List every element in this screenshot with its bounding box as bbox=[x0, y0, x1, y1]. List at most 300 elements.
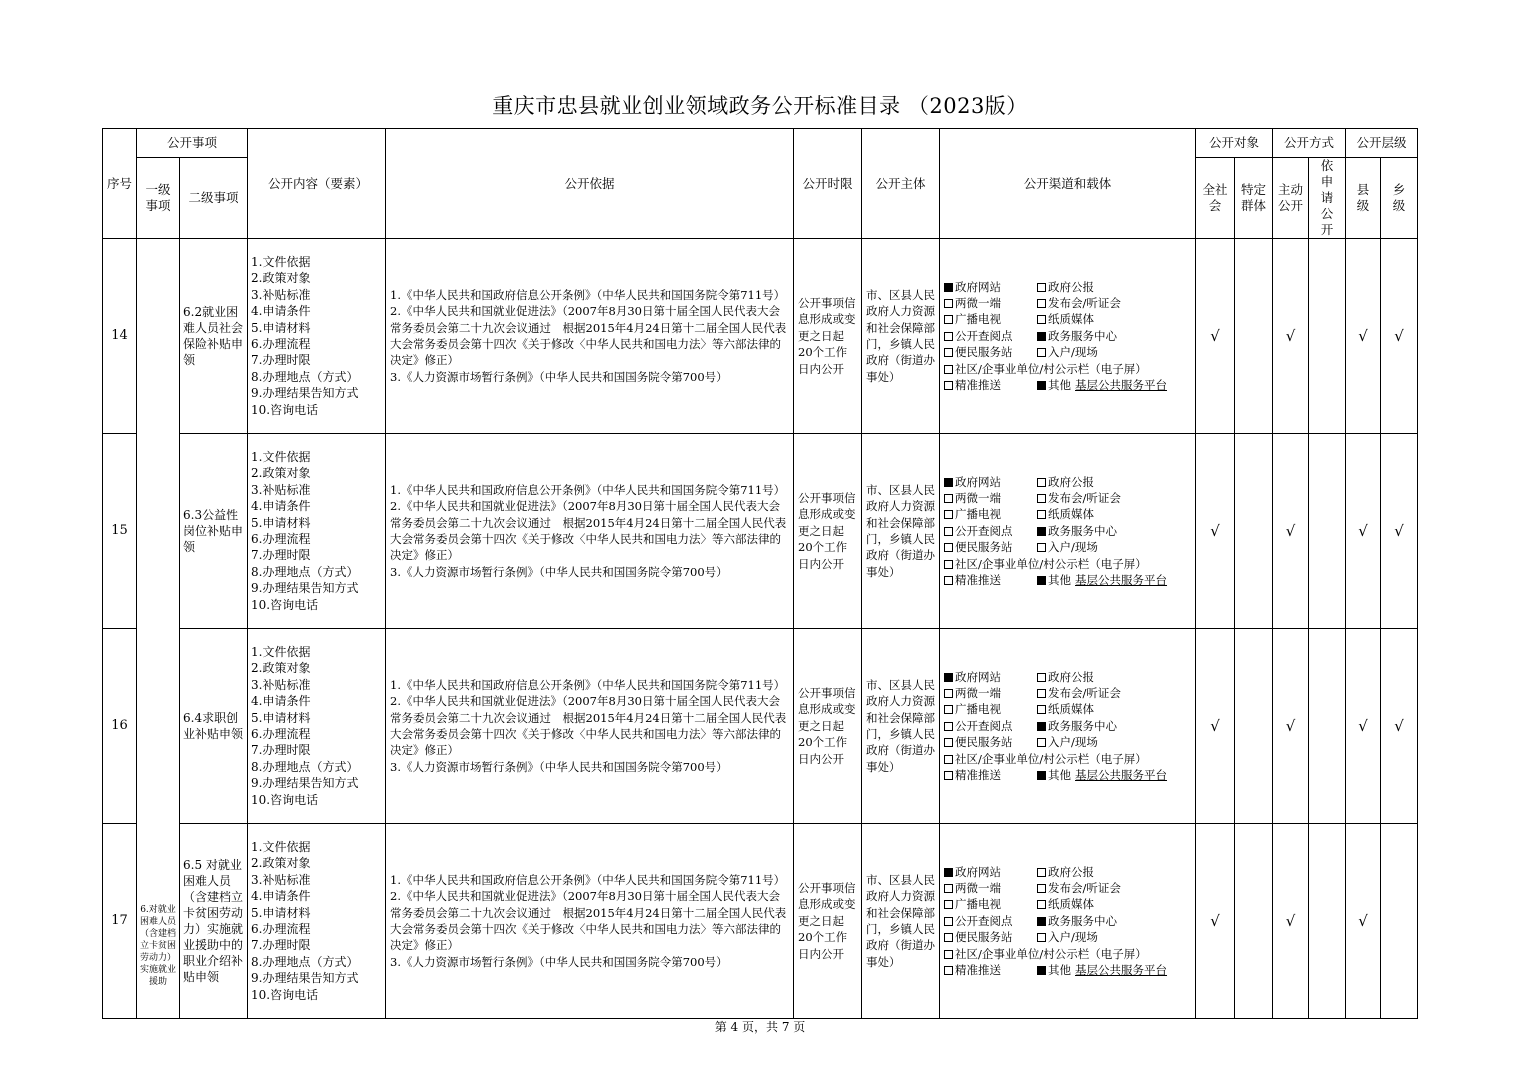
content-item: 9.办理结果告知方式 bbox=[251, 971, 359, 986]
check-on-request bbox=[1309, 629, 1346, 824]
channel-label: 政务服务中心 bbox=[1048, 718, 1118, 733]
channel-item bbox=[944, 523, 1037, 539]
content-item: 2.政策对象 bbox=[251, 661, 311, 676]
basis-text: 1.《中华人民共和国政府信息公开条例》（中华人民共和国国务院令第711号） 2.《中华人民共和国就业促进法》（2007年8月30日第十届全国人民代表大会常务委员会第二十九次会议通过 根据2015年4月24日第十二届全国人民代表大会常务委员会第十四次《关于修改〈中华人民共和国电力法〉等六部法律的决定》修正） 3.《人力资源市场暂行条例》（中华人民共和国国务院令第700号） bbox=[386, 629, 794, 824]
header-channels: 公开渠道和载体 bbox=[940, 129, 1196, 239]
channel-item bbox=[1037, 279, 1094, 295]
channel-item bbox=[944, 864, 1037, 880]
content-item: 3.补贴标准 bbox=[251, 287, 311, 302]
content-item: 2.政策对象 bbox=[251, 856, 311, 871]
channel-item bbox=[1037, 539, 1098, 555]
channel-row bbox=[944, 311, 1191, 327]
channel-item bbox=[944, 962, 1037, 978]
channel-row bbox=[944, 685, 1191, 701]
channel-item bbox=[944, 311, 1037, 327]
channel-label: 政务服务中心 bbox=[1048, 913, 1118, 928]
time-limit: 公开事项信息形成或变更之日起20个工作日内公开 bbox=[794, 629, 862, 824]
channel-item bbox=[1037, 295, 1121, 311]
unchecked-box-icon bbox=[944, 771, 953, 780]
channel-item bbox=[1037, 864, 1094, 880]
content-item: 10.咨询电话 bbox=[251, 987, 319, 1002]
header-on-request: 依申请公开 bbox=[1309, 158, 1346, 239]
channel-item bbox=[1037, 506, 1094, 522]
channel-item bbox=[1037, 701, 1094, 717]
unchecked-box-icon bbox=[944, 494, 953, 503]
content-items bbox=[248, 629, 386, 824]
channel-row bbox=[944, 377, 1191, 393]
channel-row bbox=[944, 572, 1191, 588]
unchecked-box-icon bbox=[944, 917, 953, 926]
content-items bbox=[248, 434, 386, 629]
header-all-society: 全社会 bbox=[1196, 158, 1235, 239]
unchecked-box-icon bbox=[944, 299, 953, 308]
unchecked-box-icon bbox=[1037, 478, 1046, 487]
checked-box-icon bbox=[1037, 917, 1046, 926]
content-item: 2.政策对象 bbox=[251, 466, 311, 481]
channel-row bbox=[944, 328, 1191, 344]
channel-label: 精准推送 bbox=[955, 963, 1002, 978]
page-footer: 第 4 页，共 7 页 bbox=[714, 1020, 806, 1034]
content-item: 1.文件依据 bbox=[251, 449, 311, 464]
channel-row bbox=[944, 767, 1191, 783]
channel-item bbox=[1037, 474, 1094, 490]
basis-text: 1.《中华人民共和国政府信息公开条例》（中华人民共和国国务院令第711号） 2.《中华人民共和国就业促进法》（2007年8月30日第十届全国人民代表大会常务委员会第二十九次会议通过 根据2015年4月24日第十二届全国人民代表大会常务委员会第十四次《关于修改〈中华人民共和国电力法〉等六部法律的决定》修正） 3.《人力资源市场暂行条例》（中华人民共和国国务院令第700号） bbox=[386, 434, 794, 629]
level1-item: 6.对就业困难人员（含建档立卡贫困劳动力）实施就业援助 bbox=[137, 239, 180, 1019]
unchecked-box-icon bbox=[944, 689, 953, 698]
channel-row bbox=[944, 929, 1191, 945]
header-method: 公开方式 bbox=[1273, 129, 1346, 158]
channel-label: 精准推送 bbox=[955, 378, 1002, 393]
other-channel-detail: 基层公共服务平台 bbox=[1075, 573, 1168, 588]
channel-label: 发布会/听证会 bbox=[1048, 685, 1121, 700]
content-item: 6.办理流程 bbox=[251, 337, 311, 351]
checked-box-icon bbox=[944, 673, 953, 682]
unchecked-box-icon bbox=[944, 933, 953, 942]
time-limit: 公开事项信息形成或变更之日起20个工作日内公开 bbox=[794, 434, 862, 629]
content-item: 3.补贴标准 bbox=[251, 872, 311, 887]
channel-item bbox=[944, 718, 1037, 734]
unchecked-box-icon bbox=[944, 966, 953, 975]
unchecked-box-icon bbox=[1037, 900, 1046, 909]
channel-item bbox=[944, 669, 1037, 685]
content-item: 4.申请条件 bbox=[251, 304, 311, 319]
check-town: √ bbox=[1381, 629, 1418, 824]
check-specific-group bbox=[1235, 434, 1273, 629]
other-channel-detail: 基层公共服务平台 bbox=[1075, 378, 1168, 393]
channel-label: 其他 bbox=[1048, 768, 1072, 783]
channel-row bbox=[944, 734, 1191, 750]
channel-item bbox=[1037, 344, 1098, 360]
channel-item bbox=[1037, 913, 1117, 929]
channel-label: 精准推送 bbox=[955, 573, 1002, 588]
channel-label: 便民服务站 bbox=[955, 930, 1013, 945]
channel-label: 精准推送 bbox=[955, 768, 1002, 783]
checked-box-icon bbox=[1037, 966, 1046, 975]
unchecked-box-icon bbox=[1037, 283, 1046, 292]
channel-label: 政务服务中心 bbox=[1048, 523, 1118, 538]
channel-row bbox=[944, 701, 1191, 717]
unchecked-box-icon bbox=[944, 348, 953, 357]
checked-box-icon bbox=[944, 283, 953, 292]
channel-label: 纸质媒体 bbox=[1048, 507, 1095, 522]
content-item: 1.文件依据 bbox=[251, 254, 311, 269]
row-seq: 15 bbox=[103, 434, 137, 629]
channel-item bbox=[944, 506, 1037, 522]
unchecked-box-icon bbox=[944, 722, 953, 731]
channel-item bbox=[944, 279, 1037, 295]
content-item: 5.申请材料 bbox=[251, 905, 311, 920]
page-title: 重庆市忠县就业创业领域政务公开标准目录 （2023版） bbox=[492, 94, 1028, 118]
channel-label: 便民服务站 bbox=[955, 540, 1013, 555]
channel-label: 公开查阅点 bbox=[955, 523, 1013, 538]
check-specific-group bbox=[1235, 824, 1273, 1019]
channel-label: 政府网站 bbox=[955, 864, 1002, 879]
channel-label: 两微一端 bbox=[955, 685, 1002, 700]
table-row bbox=[103, 629, 1418, 824]
unchecked-box-icon bbox=[1037, 673, 1046, 682]
channel-item bbox=[1037, 880, 1121, 896]
unchecked-box-icon bbox=[1037, 933, 1046, 942]
channel-item bbox=[1037, 523, 1117, 539]
content-item: 1.文件依据 bbox=[251, 839, 311, 854]
time-limit: 公开事项信息形成或变更之日起20个工作日内公开 bbox=[794, 824, 862, 1019]
basis-text: 1.《中华人民共和国政府信息公开条例》（中华人民共和国国务院令第711号） 2.《中华人民共和国就业促进法》（2007年8月30日第十届全国人民代表大会常务委员会第二十九次会议通过 根据2015年4月24日第十二届全国人民代表大会常务委员会第十四次《关于修改〈中华人民共和国电力法〉等六部法律的决定》修正） 3.《人力资源市场暂行条例》（中华人民共和国国务院令第700号） bbox=[386, 824, 794, 1019]
channel-row bbox=[944, 880, 1191, 896]
subject: 市、区县人民政府人力资源和社会保障部门，乡镇人民政府（街道办事处） bbox=[862, 434, 940, 629]
check-county: √ bbox=[1346, 824, 1381, 1019]
channel-item bbox=[1037, 490, 1121, 506]
check-county: √ bbox=[1346, 434, 1381, 629]
channel-item bbox=[944, 328, 1037, 344]
channel-item bbox=[1037, 929, 1098, 945]
channel-item bbox=[1037, 734, 1098, 750]
row-seq: 14 bbox=[103, 239, 137, 434]
channel-item bbox=[944, 361, 1147, 377]
check-active: √ bbox=[1273, 239, 1309, 434]
unchecked-box-icon bbox=[944, 510, 953, 519]
channel-item bbox=[1037, 896, 1094, 912]
channel-row bbox=[944, 490, 1191, 506]
channel-row bbox=[944, 474, 1191, 490]
unchecked-box-icon bbox=[944, 332, 953, 341]
level2-item: 6.3公益性岗位补贴申领 bbox=[180, 434, 248, 629]
content-item: 4.申请条件 bbox=[251, 499, 311, 514]
disclosure-table bbox=[102, 128, 1418, 1019]
channel-item bbox=[1037, 685, 1121, 701]
check-specific-group bbox=[1235, 629, 1273, 824]
content-item: 8.办理地点（方式） bbox=[251, 759, 359, 774]
channel-row bbox=[944, 279, 1191, 295]
time-limit: 公开事项信息形成或变更之日起20个工作日内公开 bbox=[794, 239, 862, 434]
table-row bbox=[103, 239, 1418, 434]
level2-item: 6.5 对就业困难人员（含建档立卡贫困劳动力）实施就业援助中的职业介绍补贴申领 bbox=[180, 824, 248, 1019]
content-item: 8.办理地点（方式） bbox=[251, 369, 359, 384]
channel-label: 社区/企事业单位/村公示栏（电子屏） bbox=[955, 361, 1147, 376]
channel-label: 社区/企事业单位/村公示栏（电子屏） bbox=[955, 946, 1147, 961]
basis-text: 1.《中华人民共和国政府信息公开条例》（中华人民共和国国务院令第711号） 2.《中华人民共和国就业促进法》（2007年8月30日第十届全国人民代表大会常务委员会第二十九次会议通过 根据2015年4月24日第十二届全国人民代表大会常务委员会第十四次《关于修改〈中华人民共和国电力法〉等六部法律的决定》修正） 3.《人力资源市场暂行条例》（中华人民共和国国务院令第700号） bbox=[386, 239, 794, 434]
content-item: 6.办理流程 bbox=[251, 532, 311, 546]
channel-label: 便民服务站 bbox=[955, 345, 1013, 360]
channel-row bbox=[944, 344, 1191, 360]
header-subject: 公开主体 bbox=[862, 129, 940, 239]
check-county: √ bbox=[1346, 629, 1381, 824]
checked-box-icon bbox=[1037, 332, 1046, 341]
channel-label: 便民服务站 bbox=[955, 735, 1013, 750]
channel-label: 两微一端 bbox=[955, 490, 1002, 505]
level2-item: 6.2就业困难人员社会保险补贴申领 bbox=[180, 239, 248, 434]
header-level2: 二级事项 bbox=[180, 158, 248, 239]
check-county: √ bbox=[1346, 239, 1381, 434]
channel-item bbox=[944, 734, 1037, 750]
content-item: 4.申请条件 bbox=[251, 694, 311, 709]
content-item: 10.咨询电话 bbox=[251, 597, 319, 612]
check-all-society: √ bbox=[1196, 824, 1235, 1019]
channels bbox=[940, 239, 1196, 434]
unchecked-box-icon bbox=[944, 738, 953, 747]
check-on-request bbox=[1309, 239, 1346, 434]
channels bbox=[940, 434, 1196, 629]
content-item: 1.文件依据 bbox=[251, 644, 311, 659]
channel-label: 政府网站 bbox=[955, 669, 1002, 684]
content-item: 5.申请材料 bbox=[251, 320, 311, 335]
content-item: 3.补贴标准 bbox=[251, 677, 311, 692]
channel-label: 发布会/听证会 bbox=[1048, 880, 1121, 895]
channel-label: 公开查阅点 bbox=[955, 328, 1013, 343]
channel-item bbox=[944, 880, 1037, 896]
channel-label: 两微一端 bbox=[955, 880, 1002, 895]
channel-item bbox=[1037, 767, 1071, 783]
channel-label: 广播电视 bbox=[955, 897, 1002, 912]
unchecked-box-icon bbox=[1037, 705, 1046, 714]
channel-row bbox=[944, 295, 1191, 311]
unchecked-box-icon bbox=[944, 365, 953, 374]
channel-item bbox=[944, 474, 1037, 490]
channel-item bbox=[1037, 572, 1071, 588]
channel-item bbox=[944, 685, 1037, 701]
content-item: 6.办理流程 bbox=[251, 922, 311, 936]
content-item: 9.办理结果告知方式 bbox=[251, 386, 359, 401]
content-item: 10.咨询电话 bbox=[251, 402, 319, 417]
channel-row bbox=[944, 669, 1191, 685]
channel-row bbox=[944, 539, 1191, 555]
channel-item bbox=[944, 344, 1037, 360]
unchecked-box-icon bbox=[944, 527, 953, 536]
channel-item bbox=[1037, 311, 1094, 327]
channel-row bbox=[944, 506, 1191, 522]
check-active: √ bbox=[1273, 629, 1309, 824]
header-time-limit: 公开时限 bbox=[794, 129, 862, 239]
header-basis: 公开依据 bbox=[386, 129, 794, 239]
channel-item bbox=[1037, 377, 1071, 393]
channel-row bbox=[944, 556, 1191, 572]
channel-row bbox=[944, 361, 1191, 377]
channel-item bbox=[944, 751, 1147, 767]
unchecked-box-icon bbox=[944, 543, 953, 552]
channel-label: 纸质媒体 bbox=[1048, 702, 1095, 717]
channel-item bbox=[1037, 962, 1071, 978]
check-all-society: √ bbox=[1196, 629, 1235, 824]
channel-item bbox=[1037, 669, 1094, 685]
channel-row bbox=[944, 864, 1191, 880]
unchecked-box-icon bbox=[1037, 689, 1046, 698]
channel-item bbox=[944, 572, 1037, 588]
channel-label: 政府公报 bbox=[1048, 669, 1095, 684]
content-item: 3.补贴标准 bbox=[251, 482, 311, 497]
channel-label: 纸质媒体 bbox=[1048, 312, 1095, 327]
channel-item bbox=[944, 295, 1037, 311]
unchecked-box-icon bbox=[1037, 348, 1046, 357]
channel-item bbox=[944, 913, 1037, 929]
header-seq: 序号 bbox=[103, 129, 137, 239]
unchecked-box-icon bbox=[944, 315, 953, 324]
unchecked-box-icon bbox=[1037, 315, 1046, 324]
channel-label: 社区/企事业单位/村公示栏（电子屏） bbox=[955, 751, 1147, 766]
channel-label: 广播电视 bbox=[955, 702, 1002, 717]
table-row bbox=[103, 824, 1418, 1019]
subject: 市、区县人民政府人力资源和社会保障部门，乡镇人民政府（街道办事处） bbox=[862, 629, 940, 824]
channel-label: 公开查阅点 bbox=[955, 718, 1013, 733]
header-level1: 一级事项 bbox=[137, 158, 180, 239]
header-content: 公开内容（要素） bbox=[248, 129, 386, 239]
unchecked-box-icon bbox=[1037, 510, 1046, 519]
channel-label: 入户/现场 bbox=[1048, 345, 1098, 360]
check-specific-group bbox=[1235, 239, 1273, 434]
checked-box-icon bbox=[1037, 527, 1046, 536]
checked-box-icon bbox=[1037, 576, 1046, 585]
channel-label: 两微一端 bbox=[955, 295, 1002, 310]
channel-row bbox=[944, 718, 1191, 734]
channel-item bbox=[944, 929, 1037, 945]
header-audience: 公开对象 bbox=[1196, 129, 1273, 158]
channel-label: 其他 bbox=[1048, 378, 1072, 393]
checked-box-icon bbox=[1037, 771, 1046, 780]
channel-label: 入户/现场 bbox=[1048, 735, 1098, 750]
content-item: 7.办理时限 bbox=[251, 938, 311, 953]
channel-item bbox=[1037, 718, 1117, 734]
other-channel-detail: 基层公共服务平台 bbox=[1075, 963, 1168, 978]
channel-row bbox=[944, 896, 1191, 912]
check-town bbox=[1381, 824, 1418, 1019]
content-item: 8.办理地点（方式） bbox=[251, 564, 359, 579]
check-on-request bbox=[1309, 824, 1346, 1019]
channel-label: 政务服务中心 bbox=[1048, 328, 1118, 343]
unchecked-box-icon bbox=[944, 381, 953, 390]
header-active: 主动公开 bbox=[1273, 158, 1309, 239]
channel-label: 政府公报 bbox=[1048, 864, 1095, 879]
unchecked-box-icon bbox=[1037, 884, 1046, 893]
channel-label: 入户/现场 bbox=[1048, 540, 1098, 555]
content-item: 7.办理时限 bbox=[251, 548, 311, 563]
header-specific-group: 特定群体 bbox=[1235, 158, 1273, 239]
header-county: 县级 bbox=[1346, 158, 1381, 239]
channel-item bbox=[944, 490, 1037, 506]
check-on-request bbox=[1309, 434, 1346, 629]
channels bbox=[940, 629, 1196, 824]
channel-row bbox=[944, 751, 1191, 767]
unchecked-box-icon bbox=[944, 705, 953, 714]
check-town: √ bbox=[1381, 239, 1418, 434]
check-active: √ bbox=[1273, 434, 1309, 629]
checked-box-icon bbox=[944, 478, 953, 487]
channel-item bbox=[944, 767, 1037, 783]
check-town: √ bbox=[1381, 434, 1418, 629]
unchecked-box-icon bbox=[944, 755, 953, 764]
channel-label: 政府网站 bbox=[955, 279, 1002, 294]
unchecked-box-icon bbox=[1037, 543, 1046, 552]
channel-label: 政府网站 bbox=[955, 474, 1002, 489]
content-item: 5.申请材料 bbox=[251, 710, 311, 725]
content-item: 2.政策对象 bbox=[251, 271, 311, 286]
content-item: 7.办理时限 bbox=[251, 743, 311, 758]
channel-label: 广播电视 bbox=[955, 312, 1002, 327]
content-item: 10.咨询电话 bbox=[251, 792, 319, 807]
header-town: 乡级 bbox=[1381, 158, 1418, 239]
other-channel-detail: 基层公共服务平台 bbox=[1075, 768, 1168, 783]
table-row bbox=[103, 434, 1418, 629]
channel-label: 广播电视 bbox=[955, 507, 1002, 522]
content-item: 9.办理结果告知方式 bbox=[251, 776, 359, 791]
channels bbox=[940, 824, 1196, 1019]
unchecked-box-icon bbox=[1037, 868, 1046, 877]
channel-row bbox=[944, 913, 1191, 929]
channel-item bbox=[944, 377, 1037, 393]
content-item: 6.办理流程 bbox=[251, 727, 311, 741]
channel-row bbox=[944, 523, 1191, 539]
content-items bbox=[248, 824, 386, 1019]
level2-item: 6.4求职创业补贴申领 bbox=[180, 629, 248, 824]
channel-item bbox=[1037, 328, 1117, 344]
content-item: 8.办理地点（方式） bbox=[251, 954, 359, 969]
channel-label: 发布会/听证会 bbox=[1048, 295, 1121, 310]
unchecked-box-icon bbox=[944, 560, 953, 569]
check-active: √ bbox=[1273, 824, 1309, 1019]
channel-item bbox=[944, 946, 1147, 962]
channel-label: 政府公报 bbox=[1048, 279, 1095, 294]
subject: 市、区县人民政府人力资源和社会保障部门，乡镇人民政府（街道办事处） bbox=[862, 824, 940, 1019]
channel-label: 其他 bbox=[1048, 963, 1072, 978]
unchecked-box-icon bbox=[944, 900, 953, 909]
unchecked-box-icon bbox=[944, 884, 953, 893]
channel-row bbox=[944, 946, 1191, 962]
channel-item bbox=[944, 539, 1037, 555]
unchecked-box-icon bbox=[1037, 299, 1046, 308]
checked-box-icon bbox=[1037, 722, 1046, 731]
content-item: 4.申请条件 bbox=[251, 889, 311, 904]
checked-box-icon bbox=[1037, 381, 1046, 390]
unchecked-box-icon bbox=[944, 950, 953, 959]
channel-item bbox=[944, 701, 1037, 717]
row-seq: 17 bbox=[103, 824, 137, 1019]
channel-label: 社区/企事业单位/村公示栏（电子屏） bbox=[955, 556, 1147, 571]
check-all-society: √ bbox=[1196, 434, 1235, 629]
channel-label: 其他 bbox=[1048, 573, 1072, 588]
unchecked-box-icon bbox=[944, 576, 953, 585]
channel-label: 公开查阅点 bbox=[955, 913, 1013, 928]
channel-row bbox=[944, 962, 1191, 978]
channel-label: 政府公报 bbox=[1048, 474, 1095, 489]
channel-label: 发布会/听证会 bbox=[1048, 490, 1121, 505]
channel-label: 入户/现场 bbox=[1048, 930, 1098, 945]
subject: 市、区县人民政府人力资源和社会保障部门，乡镇人民政府（街道办事处） bbox=[862, 239, 940, 434]
header-level: 公开层级 bbox=[1346, 129, 1418, 158]
content-item: 9.办理结果告知方式 bbox=[251, 581, 359, 596]
unchecked-box-icon bbox=[1037, 738, 1046, 747]
content-items bbox=[248, 239, 386, 434]
content-item: 5.申请材料 bbox=[251, 515, 311, 530]
unchecked-box-icon bbox=[1037, 494, 1046, 503]
channel-label: 纸质媒体 bbox=[1048, 897, 1095, 912]
checked-box-icon bbox=[944, 868, 953, 877]
